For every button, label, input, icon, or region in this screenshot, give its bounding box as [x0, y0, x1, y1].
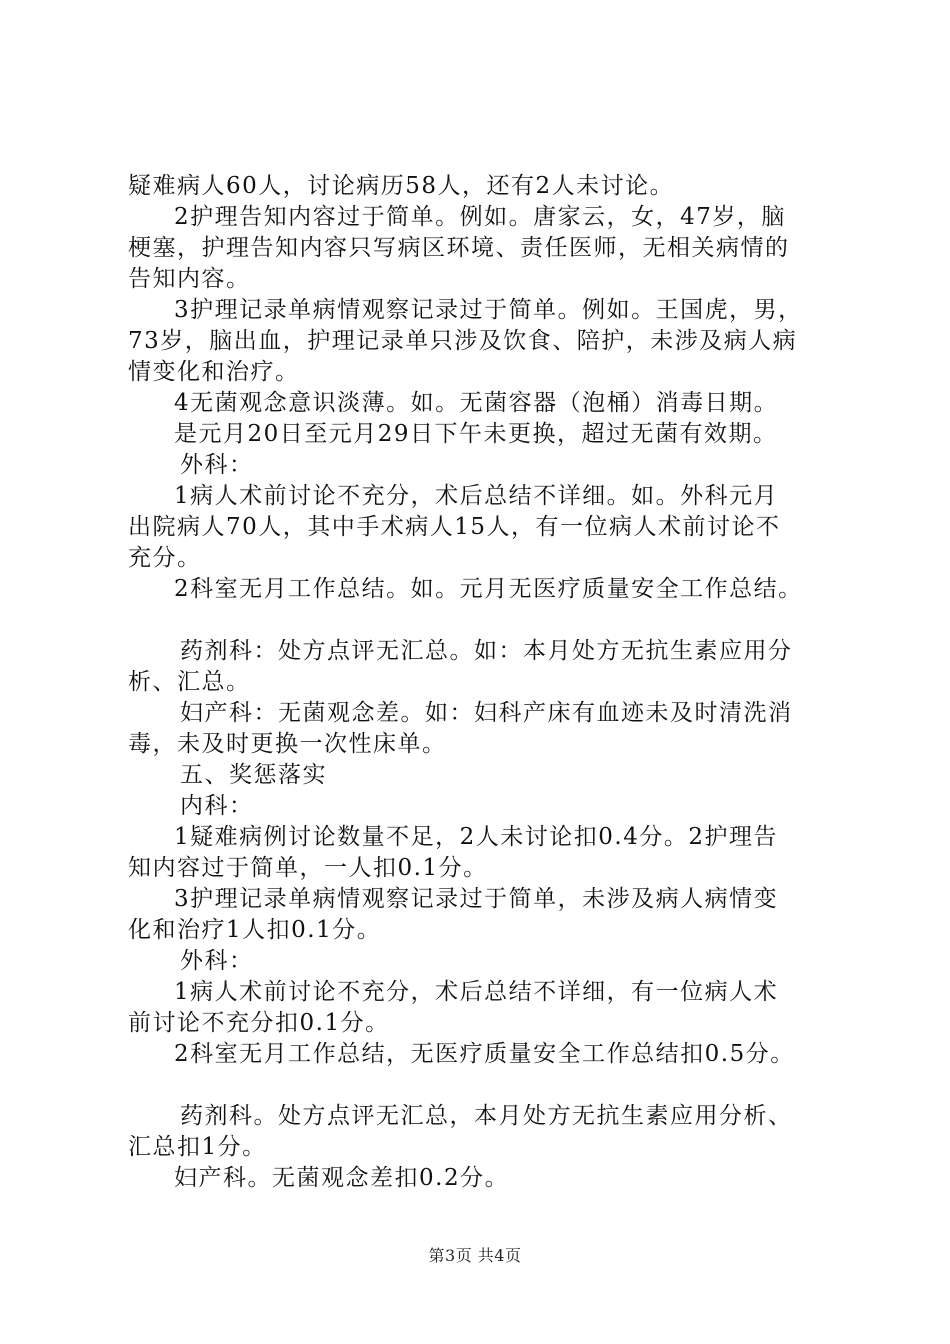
- paragraph-line: 1疑难病例讨论数量不足，2人未讨论扣0.4分。2护理告: [174, 824, 778, 850]
- document-body: [128, 171, 848, 1194]
- section-heading: 外科：: [180, 452, 254, 478]
- paragraph-line: 毒，未及时更换一次性床单。: [128, 731, 447, 757]
- paragraph-line: 梗塞，护理告知内容只写病区环境、责任医师，无相关病情的: [128, 235, 790, 261]
- paragraph-line: 妇产科。无菌观念差扣0.2分。: [174, 1165, 510, 1191]
- paragraph-line: 3护理记录单病情观察记录过于简单。例如。王国虎，男，: [174, 297, 803, 323]
- paragraph-line: 2科室无月工作总结。如。元月无医疗质量安全工作总结。: [174, 576, 803, 602]
- paragraph-line: 3护理记录单病情观察记录过于简单，未涉及病人病情变: [174, 886, 779, 912]
- section-heading: 内科：: [180, 793, 254, 819]
- paragraph-line: 前讨论不充分扣0.1分。: [128, 1010, 390, 1036]
- paragraph-line: 药剂科。处方点评无汇总，本月处方无抗生素应用分析、: [180, 1103, 793, 1129]
- paragraph-line: 1病人术前讨论不充分，术后总结不详细。如。外科元月: [174, 483, 779, 509]
- section-heading: 五、奖惩落实: [180, 762, 327, 788]
- paragraph-line: 出院病人70人，其中手术病人15人，有一位病人术前讨论不: [128, 514, 781, 540]
- paragraph-line: 妇产科：无菌观念差。如：妇科产床有血迹未及时清洗消: [180, 700, 793, 726]
- paragraph-line: 2护理告知内容过于简单。例如。唐家云，女，47岁，脑: [174, 204, 786, 230]
- paragraph-line: 疑难病人60人，讨论病历58人，还有2人未讨论。: [128, 173, 675, 199]
- paragraph-line: 是元月20日至元月29日下午未更换，超过无菌有效期。: [174, 421, 778, 447]
- paragraph-line: 情变化和治疗。: [128, 359, 300, 385]
- paragraph-line: 析、汇总。: [128, 669, 251, 695]
- paragraph-line: 告知内容。: [128, 266, 251, 292]
- paragraph-line: 知内容过于简单，一人扣0.1分。: [128, 855, 488, 881]
- paragraph-line: 化和治疗1人扣0.1分。: [128, 917, 382, 943]
- paragraph-line: 73岁，脑出血，护理记录单只涉及饮食、陪护，未涉及病人病: [128, 328, 798, 354]
- paragraph-line: 充分。: [128, 545, 202, 571]
- paragraph-line: 1病人术前讨论不充分，术后总结不详细，有一位病人术: [174, 979, 779, 1005]
- page-number-footer: 第3页 共4页: [428, 1246, 522, 1265]
- paragraph-line: 2科室无月工作总结，无医疗质量安全工作总结扣0.5分。: [174, 1041, 795, 1067]
- paragraph-line: 汇总扣1分。: [128, 1134, 267, 1160]
- section-heading: 外科：: [180, 948, 254, 974]
- paragraph-line: 药剂科：处方点评无汇总。如：本月处方无抗生素应用分: [180, 638, 793, 664]
- paragraph-line: 4无菌观念意识淡薄。如。无菌容器（泡桶）消毒日期。: [174, 390, 779, 416]
